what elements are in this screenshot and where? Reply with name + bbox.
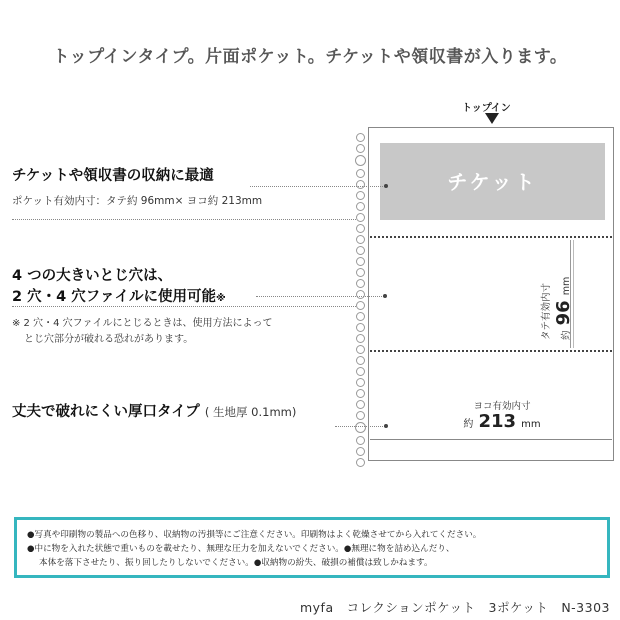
tate-prefix: 約 xyxy=(561,330,572,340)
punch-hole-icon xyxy=(356,213,365,222)
punch-hole-icon xyxy=(356,436,365,445)
topin-arrow-icon xyxy=(485,113,499,124)
topin-label: トップイン xyxy=(462,103,511,114)
pocket-divider-1 xyxy=(370,236,612,238)
feature-2-note-line1: ※ 2 穴・4 穴ファイルにとじるときは、使用方法によって xyxy=(12,318,273,329)
punch-hole-icon xyxy=(356,378,365,387)
punch-hole-icon xyxy=(356,191,365,200)
headline: トップインタイプ。片面ポケット。チケットや領収書が入ります。 xyxy=(52,47,568,67)
leader-3 xyxy=(335,426,385,427)
notice-line-2: ●中に物を入れた状態で重いものを載せたり、無理な圧力を加えないでください。●無理に物を詰め込んだり、 xyxy=(27,544,455,554)
yoko-label: ヨコ有効内寸 xyxy=(473,401,531,412)
feature-2-note-line2: とじ穴部分が破れる恐れがあります。 xyxy=(24,334,194,345)
leader-2-dot xyxy=(383,294,387,298)
leader-2 xyxy=(256,296,384,297)
yoko-value: 213 xyxy=(478,411,517,432)
notice-line-1: ●写真や印刷物の製品への色移り、収納物の汚損等にご注意ください。印刷物はよく乾燥させてから入れてください。 xyxy=(27,530,482,540)
caution-notice xyxy=(14,517,610,578)
punch-hole-icon xyxy=(356,334,365,343)
punch-hole-icon xyxy=(356,279,365,288)
yoko-dimension xyxy=(442,411,562,432)
punch-hole-icon xyxy=(356,323,365,332)
punch-hole-icon xyxy=(356,224,365,233)
feature-2-title-line1: 4 つの大きいとじ穴は、 xyxy=(12,268,173,284)
tate-dimension xyxy=(514,262,574,340)
feature-2-title-line2 xyxy=(12,285,226,306)
yoko-prefix: 約 xyxy=(463,419,474,430)
feature-3-title: 丈夫で破れにくい厚口タイプ xyxy=(12,404,200,420)
punch-hole-icon xyxy=(356,202,365,211)
leader-1 xyxy=(250,186,385,187)
feature-2-title-text: 2 穴・4 穴ファイルに使用可能 xyxy=(12,289,216,305)
pocket-bottom xyxy=(370,439,612,440)
tate-value: 96 xyxy=(553,300,574,326)
punch-hole-icon xyxy=(356,144,365,153)
product-name: myfa コレクションポケット 3ポケット N-3303 xyxy=(299,600,610,615)
feature-2-title-mark: ※ xyxy=(215,293,226,304)
notice-line-3: 本体を落下させたり、振り回したりしないでください。●収納物の紛失、破損の補償は致しかねます。 xyxy=(39,558,433,568)
feature-1-title: チケットや領収書の収納に最適 xyxy=(12,168,214,184)
punch-hole-icon xyxy=(356,268,365,277)
punch-hole-icon xyxy=(356,400,365,409)
leader-1-dot xyxy=(384,184,388,188)
tate-unit: mm xyxy=(561,276,572,296)
punch-hole-icon xyxy=(356,301,365,310)
punch-hole-icon xyxy=(356,367,365,376)
punch-hole-icon xyxy=(356,458,365,467)
punch-hole-icon xyxy=(356,447,365,456)
feature-3-row xyxy=(12,400,296,421)
binder-holes xyxy=(353,127,369,467)
punch-hole-icon xyxy=(355,422,366,433)
punch-hole-icon xyxy=(356,235,365,244)
feature-3-sub: ( 生地厚 0.1mm) xyxy=(204,405,297,419)
punch-hole-icon xyxy=(356,133,365,142)
punch-hole-icon xyxy=(356,345,365,354)
punch-hole-icon xyxy=(356,312,365,321)
punch-hole-icon xyxy=(356,389,365,398)
leader-3-dot xyxy=(384,424,388,428)
punch-hole-icon xyxy=(356,257,365,266)
punch-hole-icon xyxy=(356,290,365,299)
tate-label: タテ有効内寸 xyxy=(541,282,552,340)
punch-hole-icon xyxy=(356,169,365,178)
leader-divider xyxy=(12,219,356,220)
feature-2-divider xyxy=(12,306,356,307)
punch-hole-icon xyxy=(356,356,365,365)
punch-hole-icon xyxy=(356,411,365,420)
feature-1-sub: ポケット有効内寸：タテ約 96mm× ヨコ約 213mm xyxy=(12,195,263,207)
punch-hole-icon xyxy=(355,155,366,166)
yoko-unit: mm xyxy=(521,419,541,430)
punch-hole-icon xyxy=(356,246,365,255)
pocket-divider-2 xyxy=(370,350,612,352)
punch-hole-icon xyxy=(356,180,365,189)
ticket-label: チケット xyxy=(447,170,538,194)
